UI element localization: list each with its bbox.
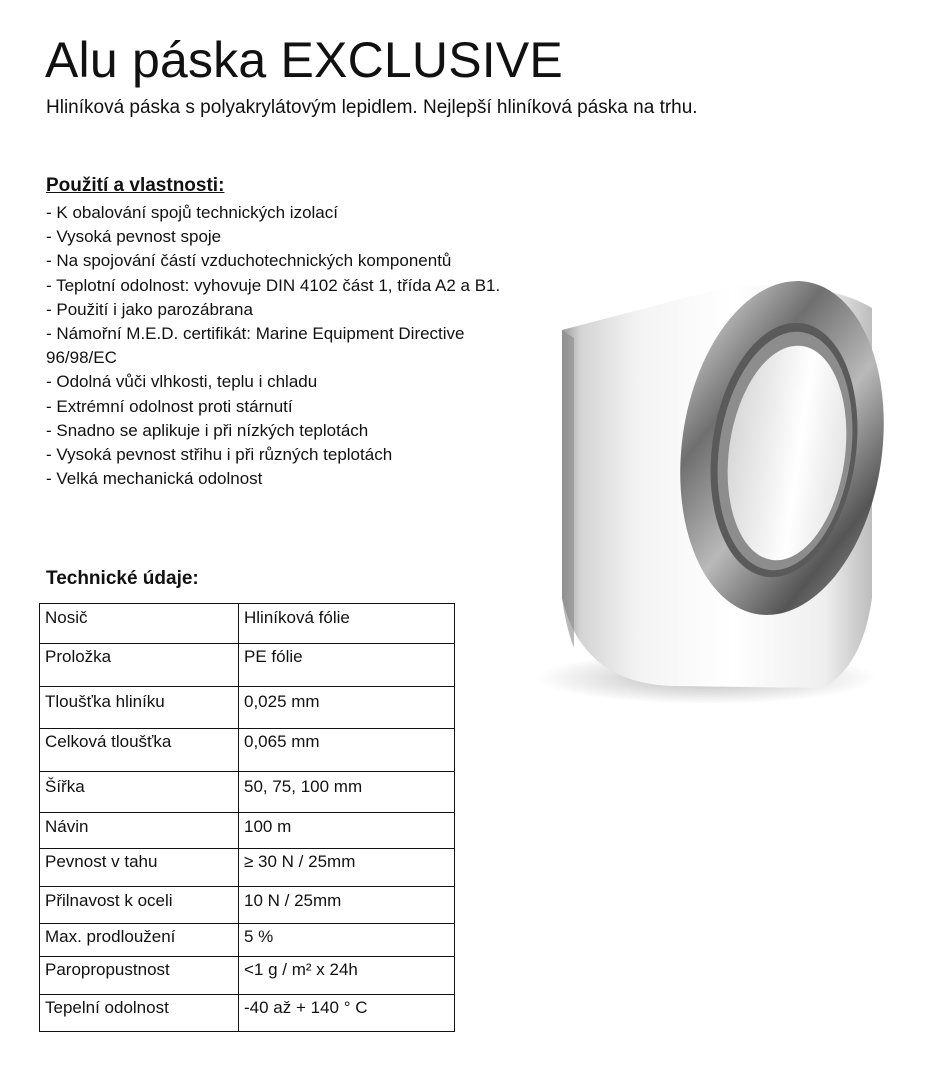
table-row [40,644,455,687]
list-item: - K obalování spojů technických izolací [46,203,338,222]
table-row [40,849,455,887]
spec-value: 0,025 mm [239,687,455,729]
table-row [40,687,455,729]
spec-key: Max. prodloužení [40,924,239,957]
spec-key: Tloušťka hliníku [40,687,239,729]
spec-value: -40 až + 140 ° C [239,995,455,1032]
table-row [40,924,455,957]
list-item: - Na spojování částí vzduchotechnických komponentů [46,251,452,271]
list-item: - Extrémní odolnost proti stárnutí [46,396,293,416]
spec-value: 10 N / 25mm [239,887,455,924]
table-row [40,995,455,1032]
list-item: - Vysoká pevnost střihu i při různých teplotách [46,445,393,465]
product-subtitle: Hliníková páska s polyakrylátovým lepidlem. Nejlepší hliníková páska na trhu. [46,97,698,118]
spec-key: Paropropustnost [40,957,239,995]
table-row [40,604,455,644]
spec-value: 0,065 mm [239,729,455,772]
spec-key: Šířka [40,772,239,813]
table-row [40,957,455,995]
spec-key: Přilnavost k oceli [40,887,239,924]
spec-key: Pevnost v tahu [40,849,239,887]
table-row [40,729,455,772]
list-item: - Velká mechanická odolnost [46,469,263,489]
list-item: - Námořní M.E.D. certifikát: Marine Equipment Directive 96/98/EC [46,324,465,368]
spec-table [39,603,455,1032]
spec-value: PE fólie [239,644,455,687]
spec-key: Návin [40,813,239,849]
spec-value: ≥ 30 N / 25mm [239,849,455,887]
spec-key: Nosič [40,604,239,644]
spec-key: Tepelní odolnost [40,995,239,1032]
list-item: - Teplotní odolnost: vyhovuje DIN 4102 část 1, třída A2 a B1. [46,275,501,295]
table-row [40,772,455,813]
table-row [40,887,455,924]
spec-value: <1 g / m² x 24h [239,957,455,995]
aluminium-tape-roll-image [522,268,892,718]
spec-value: 100 m [239,813,455,849]
uses-heading: Použití a vlastnosti: [46,175,225,196]
page-title: Alu páska EXCLUSIVE [45,32,563,88]
spec-key: Proložka [40,644,239,687]
list-item: - Vysoká pevnost spoje [46,227,222,247]
table-row [40,813,455,849]
list-item: - Odolná vůči vlhkosti, teplu i chladu [46,372,318,392]
list-item: - Snadno se aplikuje i při nízkých teplotách [46,420,369,440]
tech-heading: Technické údaje: [46,568,199,589]
spec-value: Hliníková fólie [239,604,455,644]
spec-key: Celková tloušťka [40,729,239,772]
spec-value: 50, 75, 100 mm [239,772,455,813]
spec-value: 5 % [239,924,455,957]
list-item: - Použití i jako parozábrana [46,299,253,319]
uses-list [46,201,516,491]
